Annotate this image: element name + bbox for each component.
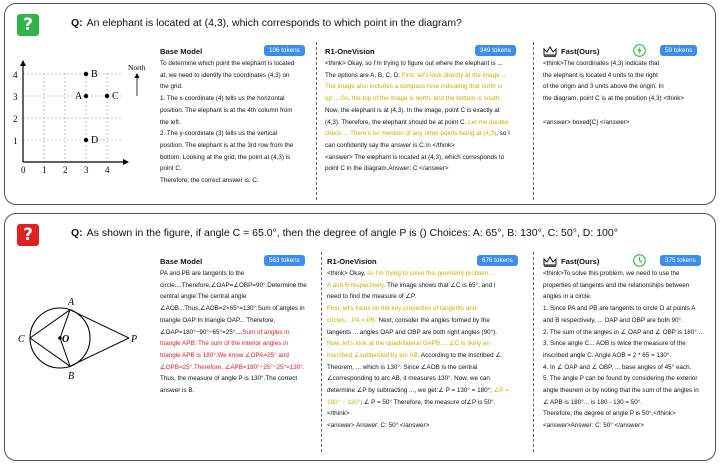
text-segment: of the origin and 3 units above the origin. In [543,83,664,91]
text-segment: 2. The sum of the angles in ∠ OAP and ∠ OBP is 180°.... [543,328,704,336]
point-b [84,72,88,76]
text-segment: tangents ... angles OAP and OBP are both right angles (90°). [327,328,497,336]
text-line [160,93,312,105]
text-line [160,373,318,385]
text-segment: Theorem, ... which is 130°. Since ∠AOB is the central [327,363,478,371]
text-line [543,397,713,409]
question-mark-icon: ? [17,224,39,246]
circle-tangent-figure [13,292,145,384]
clock-icon [633,254,646,267]
crown-icon [543,46,557,57]
highlighted-text: circles... PA = PB. [327,316,377,324]
text-segment: To determine which point the elephant is located [160,60,295,67]
text-segment: 4. In ∠ OAP and ∠ OBP, ... base angles of 45° each. [543,363,692,371]
text-line [327,315,527,327]
error-text: ∠OPB=25°.Therefore, ∠APB=180°−25°−25°=130°. [160,363,305,371]
text-line [325,152,525,164]
text-segment: point C. [160,165,182,173]
text-line [543,81,711,93]
token-count-badge: 676 tokens [477,255,518,266]
point-label: C [112,91,119,102]
column-title: Fast(Ours) [561,47,600,56]
text-line [160,350,318,362]
x-tick: 4 [105,165,110,175]
text-line [543,327,713,339]
text-segment: <answer> boxed{C} </answer> [543,118,630,126]
error-text: triangle APB is 180°.We know ∠OPA=25° and [160,351,289,359]
text-segment: ∠AOB...Thus,∠AOB=2×65°=130°.Sum of angles in [160,305,305,313]
text-segment: at, we need to identify the coordinates (4,3) on [160,71,290,79]
text-line [160,58,312,70]
text-line [327,303,527,315]
column-title: Base Model [160,257,203,266]
question-body: As shown in the figure, if angle C = 65.0°, then the degree of angle P is () Choices: A: 65°, B: 130°, C: 50°, D: 100° [86,227,618,239]
error-text: Sum of angles in [242,328,290,336]
text-segment: <answer> The elephant is located at (4,3), which corresponds to [325,153,505,161]
text-segment: properties of tangents and the relationships between [543,281,690,289]
text-segment: 2. The y-coordinate (3) tells us the vertical [160,130,278,138]
question-prefix: Q: [71,17,83,29]
point-c [105,94,109,98]
text-line [543,117,711,129]
text-line [543,105,711,117]
point-label: B [68,371,75,382]
text-segment: can confidently say the answer is C.\n </think> [325,141,455,149]
text-line [325,58,525,70]
highlighted-text: 180° − 130° [327,398,361,406]
text-segment: </think> [327,410,350,418]
text-segment: <think> Okay, so I'm trying to figure out where the elephant is ... [325,60,503,67]
text-segment: Therefore, the degree of angle P is 50°.</think> [543,410,676,418]
text-segment: According to the Inscribed ∠ [419,351,502,359]
text-line [160,163,312,175]
text-segment: angles in a circle. [543,293,592,301]
north-label: North [128,63,146,72]
text-line [327,362,527,374]
text-line [160,117,312,129]
text-segment: ∠OAP=180°−90°−65°=25°.... [160,328,243,336]
text-line [543,385,713,397]
text-line [543,408,713,420]
text-segment: , so I [496,130,510,138]
text-line [543,268,713,280]
highlighted-text: ∠P = [493,387,509,395]
text-line [543,315,713,327]
text-segment: 3. Since angle C... AOB is twice the measure of the [543,340,686,348]
point-label: O [62,334,70,345]
text-line [327,420,527,432]
text-segment: Therefore, the correct answer is: C. [160,177,259,185]
text-segment: ∠corresponding to arc AB, it measures 130°. Now, we can [327,375,490,383]
text-line [543,70,711,82]
y-tick: 3 [13,92,18,102]
x-tick: 3 [84,165,89,175]
example-panel-2 [4,213,716,461]
text-line [543,93,711,105]
highlighted-text: up ... So, the top of the image is north, and the bottom is south. [325,95,501,103]
text-segment: answer is B. [160,387,195,395]
question-text [71,227,618,239]
highlighted-text: inscribed ∠subtended by arc AB. [327,351,420,359]
question-body: An elephant is located at (4,3), which corresponds to which point in the diagram? [86,17,462,29]
highlighted-text: First, let's look directly at the image ... [401,71,507,79]
text-line [543,58,711,70]
text-line [327,338,527,350]
text-segment: triangle OAP:In triangle OAP... Therefore, [160,316,276,324]
column-divider [321,252,322,452]
column-title: Base Model [160,47,203,56]
text-segment: <think>To solve this problem, we need to use the [543,270,680,277]
text-line [160,268,318,280]
text-segment: and B respectively, ... OAP and OBP are both 90°. [543,316,683,324]
text-segment: bottom. Looking at the grid, the point at (4,3) is [160,153,291,161]
token-count-badge: 59 tokens [660,45,697,56]
text-segment: need to find the measure of ∠P. [327,293,417,301]
text-segment: point C in the diagram.Answer: C </answer> [325,165,449,173]
text-segment: angle theorem or by noting that the sum of the angles in [543,387,699,395]
text-line [325,93,525,105]
question-prefix: Q: [71,227,83,239]
text-segment: PA and PB are tangents to the [160,270,245,277]
error-text: triangle APB: The sum of the interior angles in [160,340,288,348]
text-segment: <answer> Answer: C: 50° </answer> [327,422,430,430]
point-label: A [75,91,83,102]
text-line [327,373,527,385]
crown-icon [543,256,557,267]
token-count-badge: 106 tokens [264,45,305,56]
highlighted-text: First, let's focus on the key properties of tangents and [327,305,477,313]
text-line [327,268,527,280]
point-a [84,94,88,98]
text-line [325,163,525,175]
text-line [543,373,713,385]
text-line [543,303,713,315]
text-line [160,152,312,164]
x-tick: 1 [42,165,47,175]
text-line [160,81,312,93]
point-label: B [91,69,98,80]
point-d [84,138,88,142]
text-segment: position. The elephant is at the 4th column from [160,106,293,114]
text-segment: ; ∠ P = 50° Therefore, the measure of∠P is 50°. [360,398,496,406]
text-line [543,362,713,374]
text-line [543,338,713,350]
column-divider [533,252,534,452]
column-title: R1-OneVision [325,47,375,56]
text-segment: 1. Since PA and PB are tangents to circle O at points A [543,305,696,313]
text-line [160,280,318,292]
text-line [325,128,525,140]
text-line [160,128,312,140]
text-line [160,338,318,350]
text-segment: ∠ APB is 180°... is 180 - 130 = 50°. [543,398,643,406]
tangent-pa [70,310,129,338]
base-model-column [160,254,318,397]
x-tick: 0 [21,165,26,175]
text-line [160,385,318,397]
fast-column [543,44,711,128]
text-segment: (4,3). Therefore, the elephant should be at point C. [325,118,469,126]
column-title: Fast(Ours) [561,257,600,266]
point-label: A [68,297,75,308]
question-text [71,17,462,29]
text-line [325,105,525,117]
point-label: D [91,135,99,146]
text-line [325,140,525,152]
text-line [160,303,318,315]
text-line [327,350,527,362]
token-count-badge: 563 tokens [264,255,305,266]
text-line [543,420,713,432]
text-line [160,140,312,152]
text-line [543,291,713,303]
text-segment: the grid. [160,83,183,91]
text-line [327,385,527,397]
text-line [160,315,318,327]
highlighted-text: check.... There's no mention of any other points being at (4,3) [325,130,497,138]
text-segment: the diagram, point C is at the position (4,3) <think> [543,95,685,103]
text-line [327,397,527,409]
text-line [160,327,318,339]
token-count-badge: 349 tokens [475,45,516,56]
text-segment: <think>The coordinates (4,3) indicate that [543,60,660,67]
text-line [160,105,312,117]
highlighted-text: so I'm trying to solve this geometry problem ... [367,270,496,277]
question-mark-icon: ? [17,14,39,36]
text-segment: <think> Okay, [327,270,368,277]
y-tick: 4 [13,70,18,80]
text-segment: Thus, the measure of angle P is 130°.The correct [160,375,298,383]
y-tick: 1 [13,136,18,146]
text-line [160,70,312,82]
text-segment: 5. The angle P can be found by considering the exterior [543,375,698,383]
text-line [327,327,527,339]
base-model-column [160,44,312,187]
onevision-column [325,44,525,175]
text-segment: position. The elephant is at the 3rd row from the [160,141,294,149]
text-line [160,175,312,187]
text-segment: the left. [160,118,181,126]
point-label: C [18,334,25,345]
text-segment: The options are A, B, C, D. [325,71,402,79]
text-segment: the elephant is located 4 units to the right [543,71,658,79]
text-segment: inscribed angle C. Angle AOB = 2 * 65 = 130°. [543,351,672,359]
text-segment: The image shows that ∠C is 65°, and I [385,281,496,289]
highlighted-text: The image also includes a compass rose indicating that north is [325,83,503,91]
text-segment: Next, consider the angles formed by the [376,316,490,324]
text-line [325,81,525,93]
column-divider [533,42,534,200]
example-panel-1 [4,3,716,205]
x-tick: 2 [63,165,68,175]
text-line [543,280,713,292]
text-segment: Now, the elephant is at (4,3). In the image, point C is exactly at [325,106,500,114]
column-title: R1-OneVision [327,257,377,266]
y-tick: 2 [13,114,18,124]
highlighted-text: Now, let's look at the quadrilateral OAPB.... ∠C is likely an [327,340,490,348]
lightning-icon [633,44,646,57]
highlighted-text: Let me double- [468,118,511,126]
text-line [327,291,527,303]
text-line [327,408,527,420]
grid-figure [13,56,163,184]
text-line [325,70,525,82]
text-line [160,291,318,303]
highlighted-text: A and B respectively. [327,281,386,289]
text-line [160,362,318,374]
column-divider [316,42,317,200]
text-segment: circle....Therefore,∠OAP=∠OBP=90°.Determine the [160,281,307,289]
point-label: P [131,334,138,345]
fast-column [543,254,713,432]
text-line [325,117,525,129]
text-segment: central angle:The central angle [160,293,247,301]
text-segment: 1. The x-coordinate (4) tells us the horizontal [160,95,285,103]
text-segment: <answer>Answer: C: 50° </answer> [543,422,644,430]
text-segment: determine ∠P by subtracting ..., we get:∠ P = 130° = 180°; [327,387,494,395]
token-count-badge: 375 tokens [660,255,701,266]
text-line [327,280,527,292]
onevision-column [327,254,527,432]
tangent-pb [70,338,129,366]
text-line [543,350,713,362]
